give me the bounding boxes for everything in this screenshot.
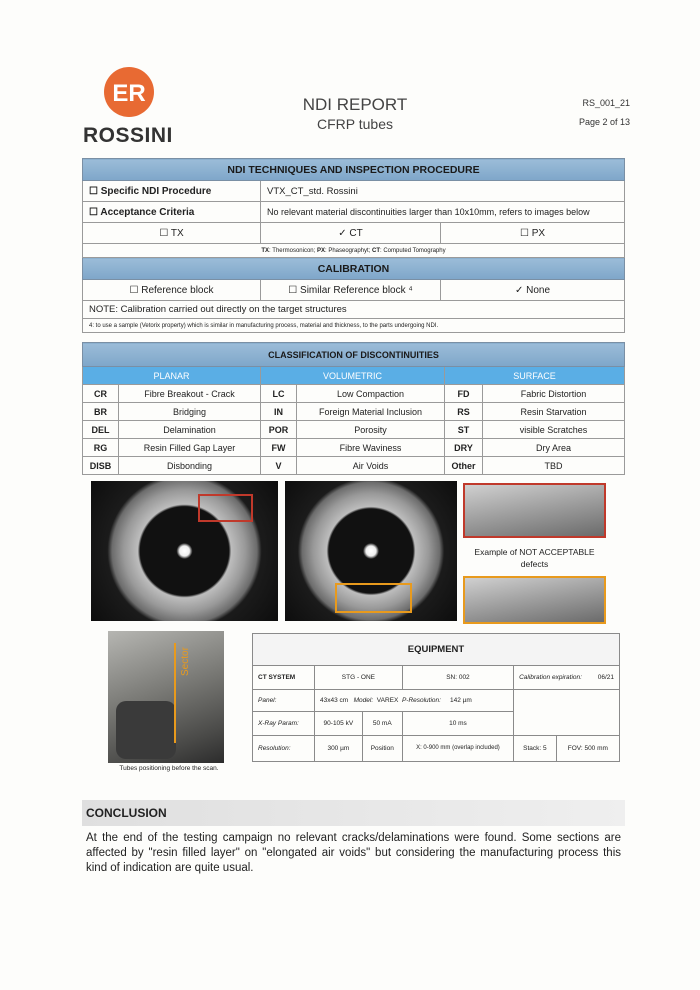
technique-px: ☐ PX — [441, 223, 625, 244]
desc-cell: Porosity — [297, 421, 445, 439]
cal-reference-block: ☐ Reference block — [83, 280, 261, 301]
stack-value: Stack: 5 — [514, 736, 557, 762]
position-label: Position — [362, 736, 402, 762]
code-cell: IN — [261, 403, 297, 421]
ndi-section-title: NDI TECHNIQUES AND INSPECTION PROCEDURE — [83, 159, 625, 181]
desc-cell: Air Voids — [297, 457, 445, 475]
legend-px-code: PX — [316, 247, 325, 254]
page-number: Page 2 of 13 — [578, 117, 630, 127]
xray-kv: 90-105 kV — [315, 712, 363, 736]
ct-system-value: STG - ONE — [315, 666, 403, 690]
calib-label: Calibration expiration: — [519, 674, 582, 681]
header-planar: PLANAR — [83, 367, 261, 385]
ndi-techniques-table — [82, 158, 625, 333]
calibration-note: NOTE: Calibration carried out directly on the target structures — [83, 301, 625, 319]
xray-ms: 10 ms — [402, 712, 513, 736]
not-acceptable-void-image — [463, 576, 606, 624]
calibration-title: CALIBRATION — [83, 258, 625, 280]
not-acceptable-crack-image — [463, 483, 606, 538]
code-cell: RG — [83, 439, 119, 457]
classification-table — [82, 342, 625, 475]
code-cell: BR — [83, 403, 119, 421]
sector-label: Sector — [180, 647, 191, 676]
calibration-expiration — [514, 666, 620, 690]
defect-highlight-orange — [335, 583, 412, 613]
technique-tx: ☐ TX — [83, 223, 261, 244]
table-row — [83, 457, 625, 475]
desc-cell: Fibre Waviness — [297, 439, 445, 457]
caption-line-2: defects — [520, 559, 549, 569]
model-label: Model: — [353, 697, 374, 704]
rossini-logo-mark — [104, 67, 154, 117]
desc-cell: Low Compaction — [297, 385, 445, 403]
not-acceptable-caption — [463, 546, 606, 570]
document-code: RS_001_21 — [582, 98, 630, 108]
table-row — [83, 403, 625, 421]
presolution-label: P-Resolution: — [401, 697, 441, 704]
legend-tx-code: TX — [261, 247, 270, 254]
desc-cell: Delamination — [119, 421, 261, 439]
ct-scan-image-1 — [91, 481, 278, 621]
desc-cell: Resin Starvation — [483, 403, 625, 421]
code-cell: Other — [445, 457, 483, 475]
code-cell: ST — [445, 421, 483, 439]
desc-cell: Dry Area — [483, 439, 625, 457]
code-cell: DISB — [83, 457, 119, 475]
ct-scan-image-2 — [285, 481, 457, 621]
code-cell: DRY — [445, 439, 483, 457]
table-row — [83, 439, 625, 457]
calib-value: 06/21 — [597, 674, 614, 681]
fov-value: FOV: 500 mm — [556, 736, 619, 762]
header-surface: SURFACE — [445, 367, 625, 385]
calibration-footnote: 4: to use a sample (Vetorix property) which is similar in manufacturing process, material and thickness, to the parts undergoing NDI. — [83, 319, 625, 333]
model-value: VAREX — [376, 697, 399, 704]
panel-label — [253, 690, 315, 712]
code-cell: V — [261, 457, 297, 475]
panel-label-text: Panel: — [258, 697, 277, 704]
code-cell: LC — [261, 385, 297, 403]
conclusion-title: CONCLUSION — [82, 800, 625, 826]
desc-cell: Bridging — [119, 403, 261, 421]
equipment-title: EQUIPMENT — [253, 634, 620, 666]
legend-ct-code: CT — [372, 247, 381, 254]
sector-arrow — [174, 643, 176, 743]
report-subtitle: CFRP tubes — [317, 116, 393, 132]
code-cell: FW — [261, 439, 297, 457]
xray-label-text: X-Ray Param: — [258, 720, 299, 727]
technique-ct: ✓ CT — [261, 223, 441, 244]
cal-similar-block: ☐ Similar Reference block ⁴ — [261, 280, 441, 301]
position-value: X: 0-900 mm (overlap included) — [402, 736, 513, 762]
header-volumetric: VOLUMETRIC — [261, 367, 445, 385]
ct-system-label: CT SYSTEM — [253, 666, 315, 690]
serial-number: SN: 002 — [402, 666, 513, 690]
resolution-label-text: Resolution: — [258, 745, 291, 752]
code-cell: POR — [261, 421, 297, 439]
procedure-value: VTX_CT_std. Rossini — [261, 181, 625, 202]
legend-ct-text: : Computed Tomography — [380, 247, 446, 254]
resolution-value: 300 µm — [315, 736, 363, 762]
conclusion-text: At the end of the testing campaign no relevant cracks/delaminations were found. Some sections are affected by "resin filled layer" on "elongated air voids" but considering the manufacturing process this kind of indication are quite usual. — [86, 832, 621, 874]
tube-fixture — [116, 701, 176, 759]
code-cell: FD — [445, 385, 483, 403]
code-cell: RS — [445, 403, 483, 421]
caption-line-1: Example of NOT ACCEPTABLE — [474, 547, 595, 557]
desc-cell: TBD — [483, 457, 625, 475]
desc-cell: visible Scratches — [483, 421, 625, 439]
rossini-logo-text: ROSSINI — [83, 124, 173, 147]
legend-px-text: : Phaseographyt; — [324, 247, 373, 254]
xray-label — [253, 712, 315, 736]
tube-positioning-photo — [108, 631, 224, 763]
table-row — [83, 421, 625, 439]
desc-cell: Fibre Breakout - Crack — [119, 385, 261, 403]
tube-caption: Tubes positioning before the scan. — [119, 765, 219, 772]
panel-value: 43x43 cm — [320, 697, 349, 704]
blank-cell — [514, 690, 620, 736]
code-cell: CR — [83, 385, 119, 403]
code-cell: DEL — [83, 421, 119, 439]
classification-title: CLASSIFICATION OF DISCONTINUITIES — [83, 343, 625, 367]
desc-cell: Fabric Distortion — [483, 385, 625, 403]
legend-tx-text: : Thermosonicon; — [269, 247, 317, 254]
equipment-table — [252, 633, 620, 762]
acceptance-value: No relevant material discontinuities larger than 10x10mm, refers to images below — [261, 202, 625, 223]
technique-legend — [83, 244, 625, 258]
report-title: NDI REPORT — [302, 95, 408, 114]
presolution-value: 142 µm — [450, 697, 472, 704]
cal-none: ✓ None — [441, 280, 625, 301]
desc-cell: Foreign Material Inclusion — [297, 403, 445, 421]
panel-row — [315, 690, 514, 712]
resolution-label — [253, 736, 315, 762]
xray-ma: 50 mA — [362, 712, 402, 736]
defect-highlight-red — [198, 494, 253, 522]
table-row — [83, 385, 625, 403]
desc-cell: Resin Filled Gap Layer — [119, 439, 261, 457]
procedure-label: ☐ Specific NDI Procedure — [83, 181, 261, 202]
acceptance-label: ☐ Acceptance Criteria — [83, 202, 261, 223]
svg-text:ER: ER — [112, 80, 146, 107]
desc-cell: Disbonding — [119, 457, 261, 475]
